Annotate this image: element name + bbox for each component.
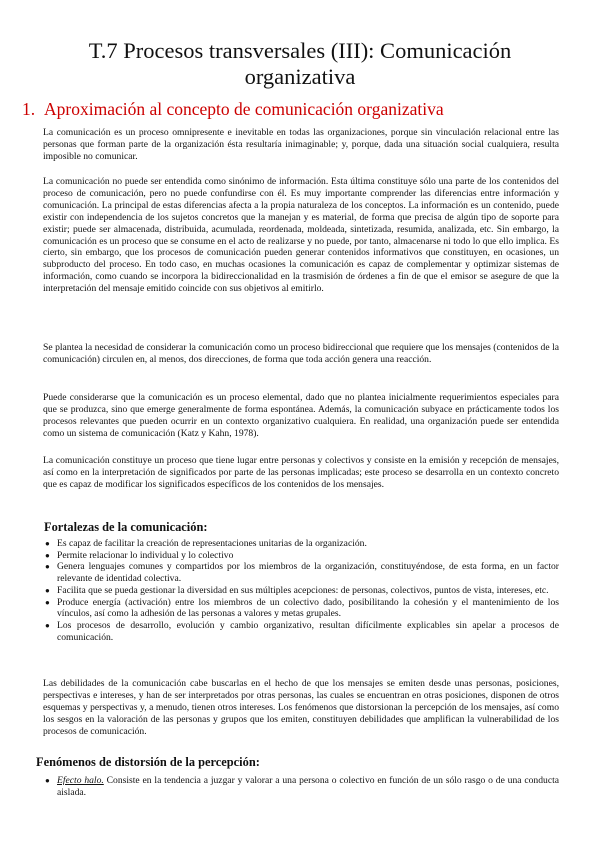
bullet-icon: ● [45, 585, 50, 595]
document-title-line-1: T.7 Procesos transversales (III): Comunicación [88, 38, 512, 63]
paragraph-bidirectional: Se plantea la necesidad de considerar la comunicación como un proceso bidireccional que requiere que los mensajes (contenidos de la comunicación) circulen en, al menos, dos direcciones, de forma que toda acción genera una reacción. [43, 342, 559, 365]
strengths-list [44, 538, 559, 643]
bullet-icon: ● [45, 620, 50, 630]
phenomenon-description: Consiste en la tendencia a juzgar y valorar a una persona o colectivo en función de un sólo rasgo o de una conducta aislada. [57, 775, 559, 798]
section-number: 1. [22, 99, 36, 119]
list-item-text: Genera lenguajes comunes y compartidos por los miembros de la organización, constituyéndose, de esta forma, en un factor relevante de identidad colectiva. [57, 561, 559, 585]
list-item [44, 538, 559, 550]
list-item [44, 561, 559, 584]
list-item-text: Permite relacionar lo individual y lo colectivo [57, 549, 234, 561]
paragraph-information-vs-communication: La comunicación no puede ser entendida como sinónimo de información. Esta última constituye sólo una parte de los contenidos del proceso de comunicación, pero no puede confundirse con él. Es muy importante comprender las diferencias entre información y comunicación. La principal de estas diferencias afecta a la propia naturaleza de los conceptos. La información es un contenido, puede existir con independencia de los sujetos concretos que la manejan y es material, de forma que precisa de algún tipo de soporte para existir; puede ser almacenada, distribuida, acumulada, reordenada, moldeada, sintetizada, resumida, analizada, etc. Sin embargo, la comunicación es un proceso que se consume en el acto de realizarse y no puede, por tanto, almacenarse ni todo lo que ello implica. Es cierto, sin embargo, que los procesos de comunicación pueden generar contenidos informativos que constituyen, en ocasiones, un subproducto del proceso. En todo caso, en muchas ocasiones la comunicación es capaz de complementar y optimizar sistemas de información, como cuando se incorpora la bidireccionalidad en la trasmisión de órdenes a fin de que el emisor se asegure de que la interpretación del mensaje emitido coincide con sus objetivos al emitirlo. [43, 176, 559, 295]
list-item-text: Produce energía (activación) entre los miembros de un colectivo dado, posibilitando la cohesión y el mantenimiento de los vínculos, así como la adhesión de las personas a valores y metas grupales. [57, 596, 559, 620]
section-heading [22, 99, 444, 119]
paragraph-weaknesses: Las debilidades de la comunicación cabe buscarlas en el hecho de que los mensajes se emiten desde unas personas, posiciones, perspectivas e intereses, y han de ser interpretados por otras personas, las cuales se encuentran en otras posiciones, disponen de otros esquemas y perspectivas y, a menudo, tienen otros intereses. Los fenómenos que distorsionan la percepción de los mensajes, así como los sesgos en la valoración de las personas y grupos que los emiten, constituyen debilidades que amplifican la vulnerabilidad de los procesos de comunicación. [43, 678, 559, 737]
list-item [44, 550, 559, 562]
paragraph-elemental-process: Puede considerarse que la comunicación es un proceso elemental, dado que no plantea inicialmente requerimientos especiales para que se produzca, sino que emerge generalmente de forma espontánea. Además, la comunicación subyace en prácticamente todos los procesos relevantes que pueden ocurrir en un contexto organizativo cualquiera. En realidad, una organización puede ser entendida como un sistema de comunicación (Katz y Kahn, 1978). [43, 392, 559, 439]
strengths-heading: Fortalezas de la comunicación: [44, 520, 208, 534]
list-item-text: Es capaz de facilitar la creación de representaciones unitarias de la organización. [57, 538, 367, 549]
section-title-text: Aproximación al concepto de comunicación organizativa [44, 99, 444, 119]
list-item-text: Los procesos de desarrollo, evolución y cambio organizativo, resultan difícilmente explicables sin apelar a procesos de comunicación. [57, 619, 559, 643]
phenomenon-term: Efecto halo. [57, 775, 104, 786]
paragraph-definition: La comunicación constituye un proceso que tiene lugar entre personas y colectivos y consiste en la emisión y recepción de mensajes, así como en la interpretación de significados por parte de las personas implicadas; este proceso se desarrolla en un contexto concreto que es capaz de modificar los significados específicos de los contenidos de los mensajes. [43, 455, 559, 490]
bullet-icon: ● [45, 539, 50, 548]
list-item [44, 597, 559, 620]
document-title-line-2: organizativa [244, 64, 356, 89]
bullet-icon: ● [45, 550, 50, 560]
bullet-icon: ● [45, 776, 50, 785]
list-item [44, 585, 559, 597]
distortion-heading: Fenómenos de distorsión de la percepción: [36, 755, 260, 769]
list-item [44, 620, 559, 643]
list-item [44, 775, 559, 798]
distortion-list [44, 775, 559, 798]
list-item-text: Facilita que se pueda gestionar la diversidad en sus múltiples acepciones: de personas, colectivos, puntos de vista, intereses, etc. [57, 584, 549, 596]
bullet-icon: ● [45, 562, 50, 572]
paragraph-omnipresence: La comunicación es un proceso omnipresente e inevitable en todas las organizaciones, porque sin vinculación relacional entre las personas que forman parte de la organización ésta resultaría inimaginable; y, porque, dada una situación social cualquiera, resulta imposible no comunicar. [43, 127, 559, 162]
bullet-icon: ● [45, 597, 50, 607]
document-title [40, 38, 560, 90]
